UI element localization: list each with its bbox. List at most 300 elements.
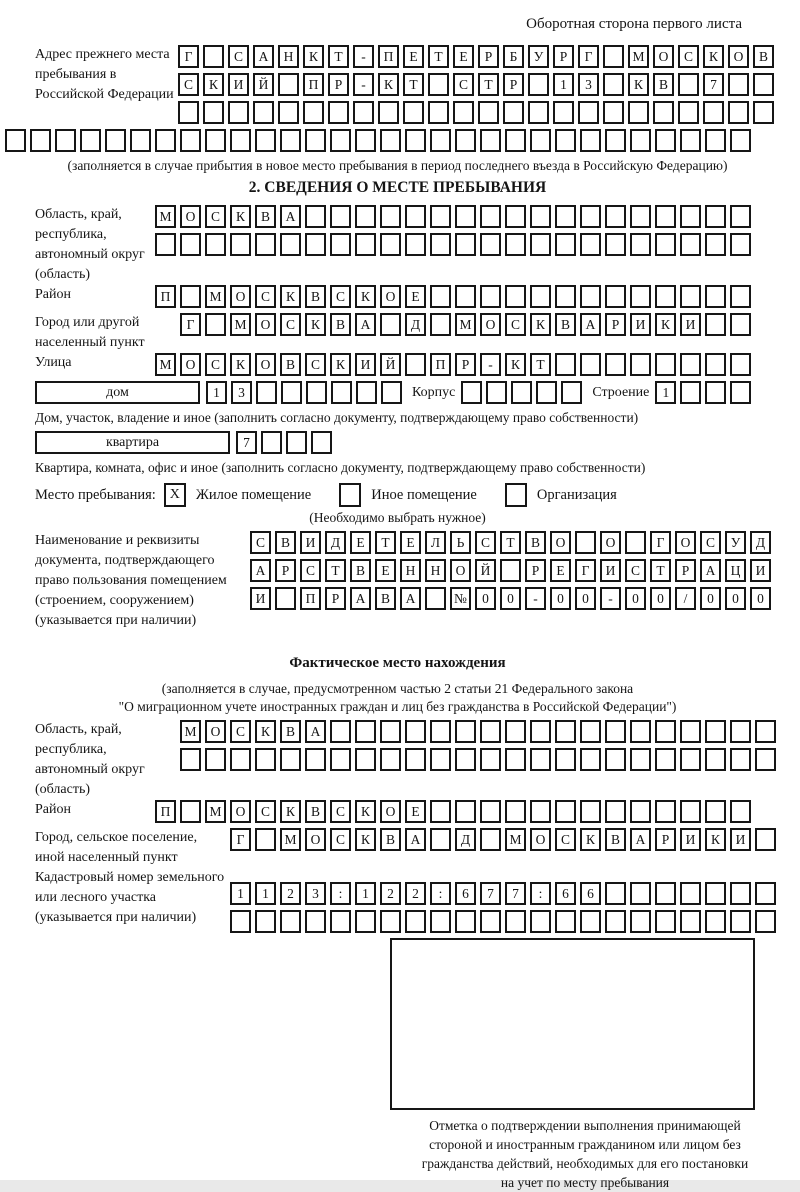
char-cell[interactable] [478,101,499,124]
char-cell[interactable] [55,129,76,152]
char-cell[interactable]: 6 [555,882,576,905]
char-cell[interactable]: 1 [255,882,276,905]
char-cell[interactable] [555,129,576,152]
char-cell[interactable] [655,748,676,771]
char-cell[interactable]: Е [453,45,474,68]
char-cell[interactable] [430,205,451,228]
char-cell[interactable]: О [450,559,471,582]
char-cell[interactable] [256,381,277,404]
char-cell[interactable] [678,101,699,124]
char-cell[interactable]: К [580,828,601,851]
char-cell[interactable]: 0 [500,587,521,610]
stay-type-checkbox-residential[interactable]: X [164,483,186,507]
char-cell[interactable]: В [653,73,674,96]
char-cell[interactable]: П [155,285,176,308]
char-cell[interactable] [703,101,724,124]
char-cell[interactable]: Р [503,73,524,96]
char-cell[interactable] [480,285,501,308]
char-cell[interactable]: М [205,285,226,308]
char-cell[interactable]: С [555,828,576,851]
char-cell[interactable]: О [380,285,401,308]
char-cell[interactable]: М [455,313,476,336]
char-cell[interactable]: 3 [305,882,326,905]
char-cell[interactable] [680,910,701,933]
char-cell[interactable]: - [353,45,374,68]
char-cell[interactable]: 1 [553,73,574,96]
char-cell[interactable] [205,129,226,152]
char-cell[interactable] [255,748,276,771]
char-cell[interactable] [305,748,326,771]
char-cell[interactable]: Д [405,313,426,336]
char-cell[interactable] [405,720,426,743]
char-cell[interactable] [405,205,426,228]
char-cell[interactable]: В [375,587,396,610]
char-cell[interactable] [580,129,601,152]
char-cell[interactable] [630,285,651,308]
char-cell[interactable] [380,910,401,933]
char-cell[interactable]: К [330,353,351,376]
char-cell[interactable] [255,828,276,851]
char-cell[interactable]: О [255,313,276,336]
char-cell[interactable] [425,587,446,610]
char-cell[interactable] [455,748,476,771]
char-cell[interactable]: 6 [455,882,476,905]
char-cell[interactable]: О [230,800,251,823]
char-cell[interactable] [356,381,377,404]
char-cell[interactable]: Г [230,828,251,851]
char-cell[interactable] [330,129,351,152]
char-cell[interactable]: А [400,587,421,610]
char-cell[interactable] [255,233,276,256]
char-cell[interactable]: Д [325,531,346,554]
char-cell[interactable] [530,205,551,228]
char-cell[interactable] [455,205,476,228]
char-cell[interactable]: А [280,205,301,228]
char-cell[interactable] [655,800,676,823]
char-cell[interactable]: Р [478,45,499,68]
char-cell[interactable] [430,285,451,308]
char-cell[interactable]: Ц [725,559,746,582]
char-cell[interactable]: К [530,313,551,336]
char-cell[interactable] [653,101,674,124]
char-cell[interactable] [555,910,576,933]
char-cell[interactable]: Д [750,531,771,554]
char-cell[interactable]: 6 [580,882,601,905]
char-cell[interactable] [453,101,474,124]
char-cell[interactable] [705,233,726,256]
char-cell[interactable]: Р [275,559,296,582]
char-cell[interactable]: Т [328,45,349,68]
char-cell[interactable] [555,205,576,228]
char-cell[interactable]: В [350,559,371,582]
char-cell[interactable] [530,910,551,933]
char-cell[interactable] [530,285,551,308]
char-cell[interactable] [430,828,451,851]
char-cell[interactable]: В [280,353,301,376]
char-cell[interactable] [355,205,376,228]
char-cell[interactable]: О [675,531,696,554]
char-cell[interactable]: 0 [625,587,646,610]
char-cell[interactable]: Р [675,559,696,582]
char-cell[interactable] [580,748,601,771]
char-cell[interactable] [180,800,201,823]
char-cell[interactable] [278,101,299,124]
char-cell[interactable]: 1 [230,882,251,905]
char-cell[interactable] [480,800,501,823]
char-cell[interactable]: П [155,800,176,823]
char-cell[interactable] [330,748,351,771]
char-cell[interactable] [605,910,626,933]
char-cell[interactable] [230,129,251,152]
char-cell[interactable] [455,910,476,933]
char-cell[interactable]: К [280,800,301,823]
char-cell[interactable]: К [378,73,399,96]
char-cell[interactable] [630,882,651,905]
char-cell[interactable]: Г [578,45,599,68]
char-cell[interactable]: А [253,45,274,68]
char-cell[interactable] [755,910,776,933]
char-cell[interactable]: 7 [236,431,257,454]
char-cell[interactable]: О [530,828,551,851]
char-cell[interactable] [480,910,501,933]
char-cell[interactable] [455,800,476,823]
char-cell[interactable] [728,101,749,124]
char-cell[interactable] [655,233,676,256]
char-cell[interactable] [500,559,521,582]
char-cell[interactable] [306,381,327,404]
char-cell[interactable] [630,748,651,771]
char-cell[interactable] [328,101,349,124]
char-cell[interactable] [730,882,751,905]
char-cell[interactable] [753,101,774,124]
char-cell[interactable]: В [275,531,296,554]
char-cell[interactable]: С [475,531,496,554]
char-cell[interactable]: С [678,45,699,68]
char-cell[interactable]: К [355,828,376,851]
char-cell[interactable]: А [250,559,271,582]
char-cell[interactable]: Р [328,73,349,96]
char-cell[interactable]: Г [178,45,199,68]
char-cell[interactable]: 1 [655,381,676,404]
char-cell[interactable]: В [280,720,301,743]
char-cell[interactable]: К [705,828,726,851]
char-cell[interactable]: М [205,800,226,823]
char-cell[interactable] [680,285,701,308]
char-cell[interactable] [705,313,726,336]
char-cell[interactable]: 7 [505,882,526,905]
char-cell[interactable]: 0 [475,587,496,610]
char-cell[interactable]: Р [525,559,546,582]
char-cell[interactable]: И [730,828,751,851]
char-cell[interactable] [280,910,301,933]
char-cell[interactable] [480,205,501,228]
char-cell[interactable] [480,748,501,771]
char-cell[interactable] [680,233,701,256]
char-cell[interactable]: Р [553,45,574,68]
char-cell[interactable]: М [505,828,526,851]
char-cell[interactable] [555,285,576,308]
char-cell[interactable] [705,353,726,376]
char-cell[interactable] [630,233,651,256]
char-cell[interactable] [203,101,224,124]
char-cell[interactable] [381,381,402,404]
char-cell[interactable]: К [355,285,376,308]
char-cell[interactable] [580,720,601,743]
char-cell[interactable]: А [305,720,326,743]
char-cell[interactable] [180,748,201,771]
char-cell[interactable] [505,748,526,771]
char-cell[interactable] [311,431,332,454]
char-cell[interactable]: Т [500,531,521,554]
char-cell[interactable] [405,353,426,376]
char-cell[interactable] [486,381,507,404]
char-cell[interactable]: Т [403,73,424,96]
char-cell[interactable]: И [680,313,701,336]
char-cell[interactable]: О [230,285,251,308]
char-cell[interactable]: О [480,313,501,336]
char-cell[interactable] [355,910,376,933]
char-cell[interactable] [730,285,751,308]
char-cell[interactable]: О [205,720,226,743]
stay-type-checkbox-other[interactable] [339,483,361,507]
char-cell[interactable] [530,233,551,256]
char-cell[interactable] [430,800,451,823]
char-cell[interactable] [530,748,551,771]
char-cell[interactable] [705,748,726,771]
char-cell[interactable]: С [330,285,351,308]
char-cell[interactable] [580,910,601,933]
char-cell[interactable] [305,233,326,256]
char-cell[interactable] [536,381,557,404]
stay-type-checkbox-organization[interactable] [505,483,527,507]
char-cell[interactable] [555,748,576,771]
char-cell[interactable]: О [180,353,201,376]
char-cell[interactable] [281,381,302,404]
char-cell[interactable]: Е [550,559,571,582]
char-cell[interactable] [680,720,701,743]
char-cell[interactable] [505,205,526,228]
char-cell[interactable]: М [155,353,176,376]
char-cell[interactable]: С [205,205,226,228]
char-cell[interactable] [430,129,451,152]
char-cell[interactable]: Р [605,313,626,336]
char-cell[interactable] [578,101,599,124]
char-cell[interactable]: О [728,45,749,68]
char-cell[interactable] [380,313,401,336]
char-cell[interactable] [380,233,401,256]
char-cell[interactable]: 3 [578,73,599,96]
char-cell[interactable] [730,313,751,336]
char-cell[interactable] [230,233,251,256]
char-cell[interactable] [655,882,676,905]
char-cell[interactable] [605,748,626,771]
char-cell[interactable] [205,748,226,771]
char-cell[interactable] [730,748,751,771]
char-cell[interactable] [655,720,676,743]
char-cell[interactable] [680,129,701,152]
char-cell[interactable] [605,233,626,256]
char-cell[interactable] [355,129,376,152]
char-cell[interactable]: 0 [650,587,671,610]
char-cell[interactable]: Т [375,531,396,554]
char-cell[interactable]: 3 [231,381,252,404]
char-cell[interactable]: Й [253,73,274,96]
char-cell[interactable]: М [628,45,649,68]
char-cell[interactable]: Н [278,45,299,68]
char-cell[interactable] [730,381,751,404]
char-cell[interactable]: П [300,587,321,610]
char-cell[interactable]: - [525,587,546,610]
char-cell[interactable] [630,910,651,933]
char-cell[interactable]: Т [325,559,346,582]
char-cell[interactable] [278,73,299,96]
char-cell[interactable]: Н [400,559,421,582]
char-cell[interactable] [428,73,449,96]
char-cell[interactable] [430,910,451,933]
char-cell[interactable]: Ь [450,531,471,554]
char-cell[interactable]: О [600,531,621,554]
char-cell[interactable]: С [453,73,474,96]
char-cell[interactable]: 0 [750,587,771,610]
char-cell[interactable]: 2 [405,882,426,905]
char-cell[interactable]: М [280,828,301,851]
char-cell[interactable] [455,720,476,743]
char-cell[interactable]: - [600,587,621,610]
char-cell[interactable] [755,720,776,743]
char-cell[interactable]: К [305,313,326,336]
char-cell[interactable] [380,720,401,743]
char-cell[interactable]: - [353,73,374,96]
char-cell[interactable]: А [350,587,371,610]
char-cell[interactable] [380,129,401,152]
char-cell[interactable] [380,205,401,228]
char-cell[interactable] [130,129,151,152]
char-cell[interactable] [755,882,776,905]
char-cell[interactable] [628,101,649,124]
char-cell[interactable]: Г [650,531,671,554]
char-cell[interactable]: С [255,285,276,308]
char-cell[interactable] [605,353,626,376]
char-cell[interactable]: Е [405,285,426,308]
char-cell[interactable] [105,129,126,152]
char-cell[interactable]: С [305,353,326,376]
char-cell[interactable]: Т [530,353,551,376]
char-cell[interactable]: Д [455,828,476,851]
char-cell[interactable]: С [178,73,199,96]
char-cell[interactable]: В [305,800,326,823]
char-cell[interactable] [305,129,326,152]
char-cell[interactable]: К [230,205,251,228]
char-cell[interactable] [705,882,726,905]
char-cell[interactable]: Й [380,353,401,376]
char-cell[interactable]: / [675,587,696,610]
char-cell[interactable] [575,531,596,554]
char-cell[interactable]: И [600,559,621,582]
char-cell[interactable] [405,233,426,256]
char-cell[interactable]: С [228,45,249,68]
char-cell[interactable] [155,129,176,152]
char-cell[interactable]: О [255,353,276,376]
char-cell[interactable] [428,101,449,124]
char-cell[interactable]: М [155,205,176,228]
char-cell[interactable]: С [230,720,251,743]
char-cell[interactable]: С [505,313,526,336]
char-cell[interactable] [255,129,276,152]
char-cell[interactable]: : [530,882,551,905]
char-cell[interactable] [305,910,326,933]
char-cell[interactable]: 0 [575,587,596,610]
char-cell[interactable]: К [628,73,649,96]
char-cell[interactable]: 2 [380,882,401,905]
char-cell[interactable] [730,233,751,256]
char-cell[interactable]: Е [375,559,396,582]
char-cell[interactable] [630,205,651,228]
char-cell[interactable] [655,205,676,228]
char-cell[interactable] [505,129,526,152]
char-cell[interactable]: И [355,353,376,376]
char-cell[interactable] [555,720,576,743]
char-cell[interactable] [203,45,224,68]
char-cell[interactable]: А [700,559,721,582]
char-cell[interactable]: С [330,828,351,851]
char-cell[interactable]: П [303,73,324,96]
char-cell[interactable]: С [280,313,301,336]
char-cell[interactable] [605,285,626,308]
char-cell[interactable]: К [303,45,324,68]
char-cell[interactable]: К [355,800,376,823]
char-cell[interactable]: В [380,828,401,851]
char-cell[interactable] [275,587,296,610]
char-cell[interactable] [655,910,676,933]
char-cell[interactable] [705,720,726,743]
char-cell[interactable]: 0 [550,587,571,610]
char-cell[interactable]: 0 [700,587,721,610]
char-cell[interactable] [730,129,751,152]
char-cell[interactable] [5,129,26,152]
char-cell[interactable]: В [525,531,546,554]
char-cell[interactable]: П [378,45,399,68]
char-cell[interactable] [680,205,701,228]
char-cell[interactable] [505,233,526,256]
char-cell[interactable] [755,748,776,771]
char-cell[interactable]: У [725,531,746,554]
char-cell[interactable] [503,101,524,124]
char-cell[interactable] [180,129,201,152]
char-cell[interactable] [680,882,701,905]
char-cell[interactable]: И [680,828,701,851]
char-cell[interactable] [430,233,451,256]
char-cell[interactable] [430,720,451,743]
char-cell[interactable] [630,800,651,823]
char-cell[interactable] [680,381,701,404]
char-cell[interactable] [530,129,551,152]
char-cell[interactable] [355,233,376,256]
char-cell[interactable]: О [180,205,201,228]
char-cell[interactable] [330,205,351,228]
char-cell[interactable]: 7 [480,882,501,905]
char-cell[interactable] [705,381,726,404]
char-cell[interactable] [405,910,426,933]
char-cell[interactable]: А [580,313,601,336]
char-cell[interactable] [705,910,726,933]
char-cell[interactable] [480,720,501,743]
char-cell[interactable]: О [550,531,571,554]
char-cell[interactable] [730,720,751,743]
char-cell[interactable] [528,73,549,96]
char-cell[interactable]: 1 [206,381,227,404]
char-cell[interactable] [580,233,601,256]
char-cell[interactable]: Л [425,531,446,554]
